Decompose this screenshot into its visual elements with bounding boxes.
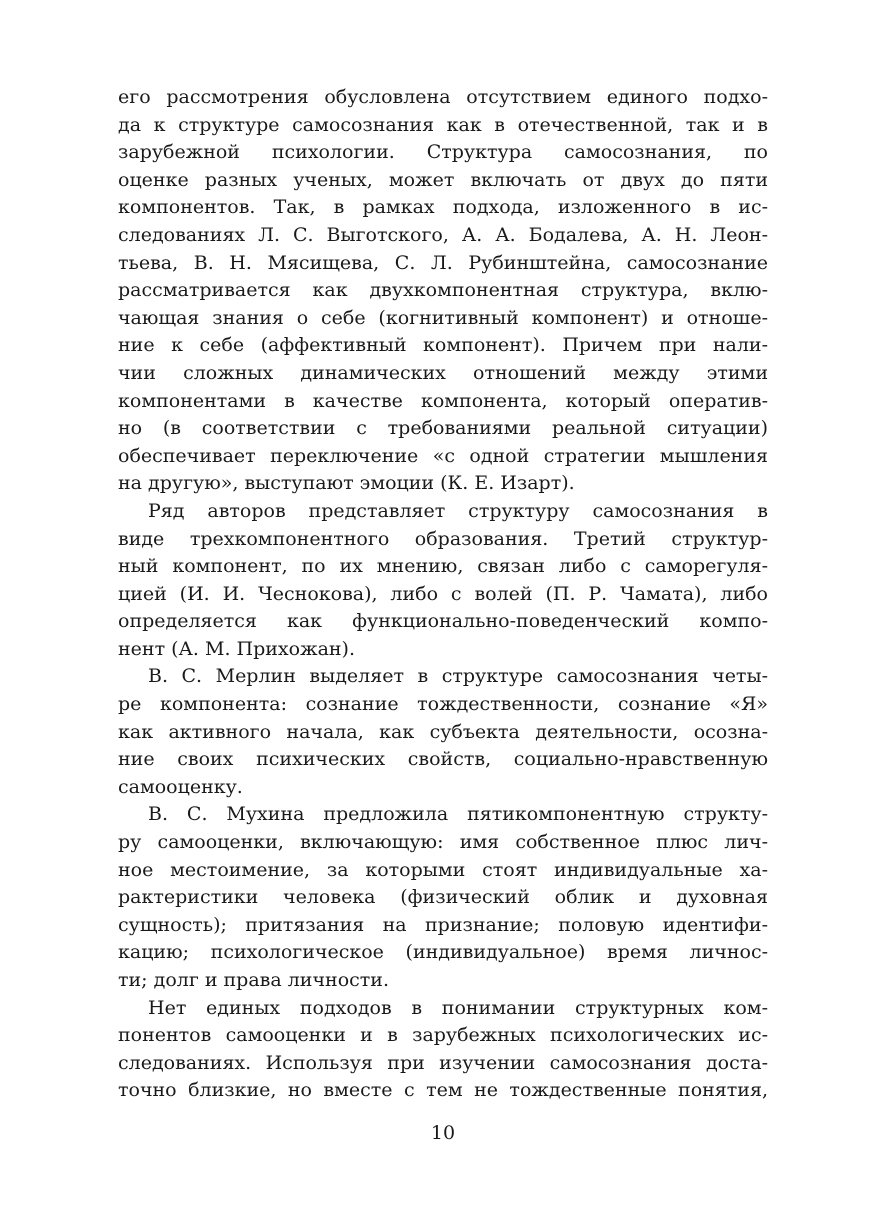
text-line: его рассмотрения обусловлена отсутствием единого подхо- [118, 86, 768, 108]
text-line: ру самооценки, включающую: имя собственное плюс лич- [118, 831, 768, 854]
paragraph-1 [118, 84, 768, 498]
text-line: нент (А. М. Прихожан). [118, 637, 356, 660]
text-line: чии сложных динамических отношений между этими [118, 361, 768, 384]
text-line: чающая знания о себе (когнитивный компонент) и отноше- [118, 306, 768, 329]
text-line: компонентов. Так, в рамках подхода, изложенного в ис- [118, 196, 768, 219]
text-line: цией (И. И. Чеснокова), либо с волей (П. Р. Чамата), либо [118, 582, 768, 605]
text-line: Нет единых подходов в понимании структурных ком- [148, 996, 768, 1019]
text-line: ре компонента: сознание тождественности, сознание «Я» [118, 693, 768, 716]
text-line: самооценку. [118, 775, 243, 798]
text-line: следованиях. Используя при изучении самосознания доста- [118, 1051, 768, 1074]
text-line: ное местоимение, за которыми стоят индивидуальные ха- [118, 858, 768, 881]
body-text [118, 84, 768, 1105]
text-line: компонентами в качестве компонента, который оператив- [118, 389, 768, 412]
text-line: В. С. Мухина предложила пятикомпонентную структу- [148, 803, 768, 826]
paragraph-3 [118, 663, 768, 801]
text-line: кацию; психологическое (индивидуальное) время личнос- [118, 941, 768, 964]
text-line: обеспечивает переключение «с одной стратегии мышления [118, 444, 768, 467]
text-line: рактеристики человека (физический облик и духовная [118, 886, 768, 909]
text-line: ние к себе (аффективный компонент). Причем при нали- [118, 334, 768, 357]
text-line: оценке разных ученых, может включать от двух до пяти [118, 168, 768, 191]
text-line: зарубежной психологии. Структура самосознания, по [118, 141, 768, 164]
text-line: виде трехкомпонентного образования. Третий структур- [118, 527, 768, 550]
text-line: рассматривается как двухкомпонентная структура, вклю- [118, 279, 768, 302]
page-number: 10 [430, 1122, 456, 1144]
paragraph-5 [118, 995, 768, 1105]
text-line: сущность); притязания на признание; половую идентифи- [118, 913, 768, 936]
text-line: определяется как функционально-поведенческий компо- [118, 610, 768, 633]
text-line: следованиях Л. С. Выготского, А. А. Бодалева, А. Н. Леон- [118, 223, 768, 246]
text-line: ние своих психических свойств, социально-нравственную [118, 748, 768, 771]
text-line: ный компонент, по их мнению, связан либо с саморегуля- [118, 555, 768, 578]
text-line: понентов самооценки и в зарубежных психологических ис- [118, 1024, 768, 1047]
text-line: точно близкие, но вместе с тем не тождественные понятия, [118, 1079, 768, 1102]
text-line: но (в соответствии с требованиями реальной ситуации) [118, 417, 768, 440]
text-line: ти; долг и права личности. [118, 969, 389, 991]
text-line: В. С. Мерлин выделяет в структуре самосознания четы- [148, 665, 768, 688]
text-line: да к структуре самосознания как в отечественной, так и в [118, 113, 768, 136]
text-line: тьева, В. Н. Мясищева, С. Л. Рубинштейна, самосознание [118, 251, 768, 274]
paragraph-2 [118, 498, 768, 664]
text-line: как активного начала, как субъекта деятельности, осозна- [118, 720, 768, 743]
paragraph-4 [118, 801, 768, 994]
text-line: на другую», выступают эмоции (К. Е. Изарт). [118, 472, 575, 495]
text-line: Ряд авторов представляет структуру самосознания в [148, 499, 768, 522]
